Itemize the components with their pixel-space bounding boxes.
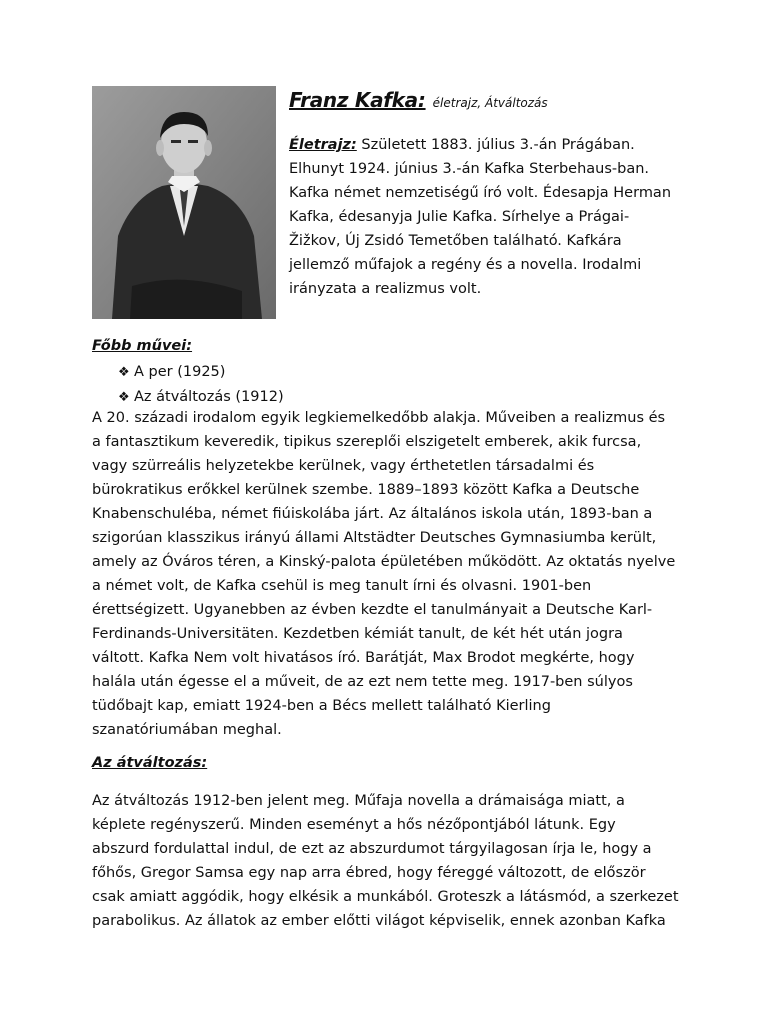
- bio-block: [289, 133, 689, 301]
- paragraph-line: szanatóriumában meghal.: [92, 722, 282, 738]
- paragraph-line: vagy szürreális helyzetekbe kerülnek, vagy érthetetlen társadalmi és: [92, 458, 595, 474]
- paragraph-line: parabolikus. Az állatok az ember előtti világot képviselik, ennek azonban Kafka: [92, 913, 666, 929]
- paragraph-line: főhős, Gregor Samsa egy nap arra ébred, hogy féreggé változott, de először: [92, 865, 646, 881]
- bio-line: jellemző műfajok a regény és a novella. Irodalmi: [289, 257, 642, 273]
- diamond-bullet-icon: ❖: [118, 365, 130, 380]
- title-name: Franz Kafka:: [289, 88, 426, 112]
- list-item: [118, 360, 284, 385]
- bio-line: Kafka német nemzetiségű író volt. Édesapja Herman: [289, 185, 672, 201]
- paragraph-line: képlete regényszerű. Minden eseményt a hős nézőpontjából látunk. Egy: [92, 817, 616, 833]
- paragraph-line: Knabenschuléba, német fiúiskolába járt. Az általános iskola után, 1893-ban a: [92, 506, 653, 522]
- paragraph-line: a fantasztikum keveredik, tipikus szereplői elszigetelt emberek, akik furcsa,: [92, 434, 642, 450]
- section-heading-metamorphosis: Az átváltozás:: [92, 755, 208, 771]
- title-subtitle: életrajz, Átváltozás: [432, 96, 548, 110]
- paragraph-line: szigorúan klasszikus irányú állami Altstädter Deutsches Gymnasiumba került,: [92, 530, 657, 546]
- works-list: [118, 360, 284, 410]
- paragraph-line: Ferdinands-Universitäten. Kezdetben kémiát tanult, de két hét után jogra: [92, 626, 623, 642]
- bio-line: Kafka, édesanyja Julie Kafka. Sírhelye a Prágai-: [289, 209, 630, 225]
- paragraph-line: tüdőbajt kap, emiatt 1924-ben a Bécs mellett található Kierling: [92, 698, 551, 714]
- paragraph-biography: [92, 406, 692, 742]
- bio-line-text: Született 1883. július 3.-án Prágában.: [356, 137, 635, 153]
- paragraph-line: Az átváltozás 1912-ben jelent meg. Műfaja novella a drámaisága miatt, a: [92, 793, 625, 809]
- paragraph-line: halála után égesse el a műveit, de az ezt nem tette meg. 1917-ben súlyos: [92, 674, 633, 690]
- work-title: Az átváltozás (1912): [134, 389, 284, 405]
- bio-line: [289, 133, 689, 157]
- paragraph-line: bürokratikus erőkkel kerülnek szembe. 1889–1893 között Kafka a Deutsche: [92, 482, 640, 498]
- document-title: [289, 88, 548, 112]
- bio-line: Elhunyt 1924. június 3.-án Kafka Sterbehaus-ban.: [289, 161, 650, 177]
- diamond-bullet-icon: ❖: [118, 390, 130, 405]
- bio-line: irányzata a realizmus volt.: [289, 281, 482, 297]
- paragraph-line: abszurd fordulattal indul, de ezt az abszurdumot tárgyilagosan írja le, hogy a: [92, 841, 652, 857]
- bio-line: Žižkov, Új Zsidó Temetőben található. Kafkára: [289, 233, 622, 249]
- paragraph-line: váltott. Kafka Nem volt hivatásos író. Barátját, Max Brodot megkérte, hogy: [92, 650, 635, 666]
- work-title: A per (1925): [134, 364, 226, 380]
- paragraph-line: csak amiatt aggódik, hogy elkésik a munkából. Groteszk a látásmód, a szerkezet: [92, 889, 679, 905]
- paragraph-line: A 20. századi irodalom egyik legkiemelkedőbb alakja. Műveiben a realizmus és: [92, 410, 666, 426]
- bio-label: Életrajz:: [289, 137, 357, 153]
- paragraph-line: a német volt, de Kafka csehül is meg tanult írni és olvasni. 1901-ben: [92, 578, 592, 594]
- paragraph-line: amely az Óváros téren, a Kinský-palota épületében működött. Az oktatás nyelve: [92, 554, 676, 570]
- portrait-photo: [92, 86, 276, 319]
- paragraph-metamorphosis: [92, 789, 692, 933]
- works-heading: Főbb művei:: [92, 338, 193, 354]
- paragraph-line: érettségizett. Ugyanebben az évben kezdte el tanulmányait a Deutsche Karl-: [92, 602, 653, 618]
